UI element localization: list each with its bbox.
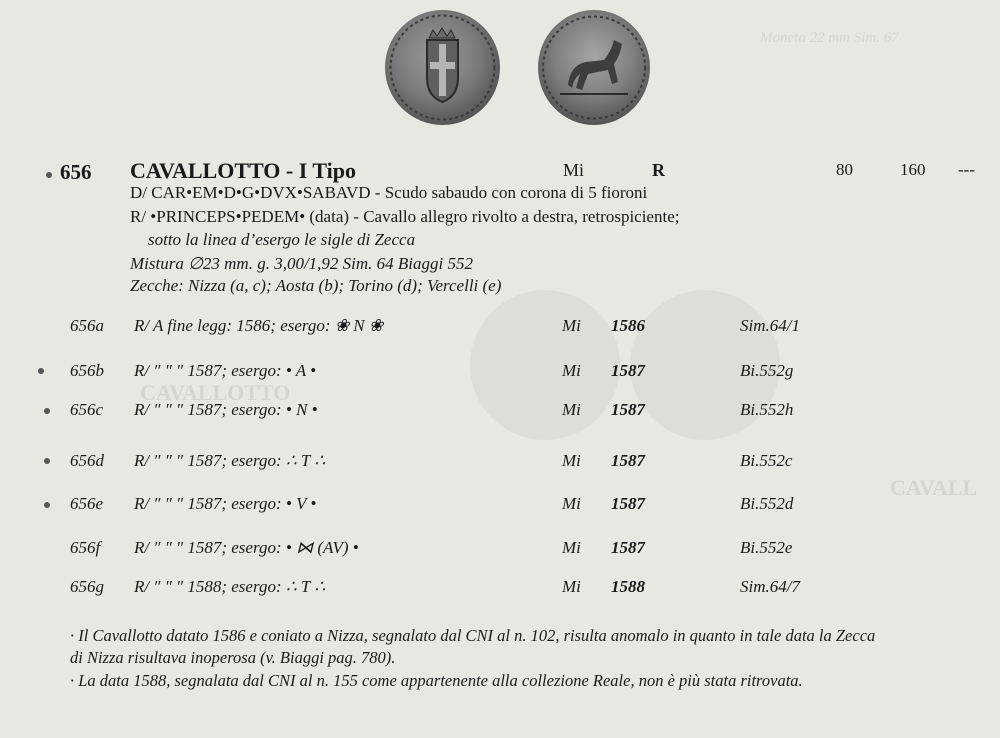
variant-metal: Mi — [562, 400, 581, 419]
variant-year: 1588 — [611, 577, 645, 596]
variant-year: 1587 — [611, 538, 645, 557]
variant-year: 1587 — [611, 451, 645, 470]
margin-mark — [38, 368, 44, 374]
entry-number: 656 — [60, 160, 92, 184]
entry-title: CAVALLOTTO - I Tipo — [130, 158, 357, 183]
variant-metal: Mi — [562, 494, 581, 513]
variant-id: 656b — [70, 361, 104, 380]
variant-year: 1587 — [611, 361, 645, 380]
entry-price-2: 160 — [900, 160, 926, 179]
entry-metal: Mi — [563, 160, 585, 180]
variant-reference: Bi.552g — [740, 361, 794, 380]
variant-metal: Mi — [562, 451, 581, 470]
variant-metal: Mi — [562, 361, 581, 380]
footnote-1: · Il Cavallotto datato 1586 e coniato a Nizza, segnalato dal CNI al n. 102, risulta anomalo in quanto in tale data la Zecca — [70, 626, 876, 645]
margin-mark — [44, 458, 50, 464]
entry-specs: Mistura ∅23 mm. g. 3,00/1,92 Sim. 64 Biaggi 552 — [130, 254, 474, 273]
entry-reverse-line-1: R/ •PRINCEPS•PEDEM• (data) - Cavallo allegro rivolto a destra, retrospiciente; — [130, 207, 680, 226]
bleed-text: CAVALLOTTO — [140, 380, 291, 405]
variant-description: R/ ″ ″ ″ 1587; esergo: ∴ T ∴ — [134, 451, 326, 470]
variant-id: 656a — [70, 316, 104, 335]
variant-description: R/ ″ ″ ″ 1587; esergo: • ⋈ (AV) • — [134, 538, 359, 557]
entry-price-3: --- — [958, 160, 975, 179]
variant-description: R/ A fine legg: 1586; esergo: ❀ N ❀ — [134, 316, 384, 335]
variant-year: 1587 — [611, 400, 645, 419]
variant-year: 1586 — [611, 316, 645, 335]
bleed-text: Moneta 22 mm Sim. 67 — [760, 30, 899, 46]
variant-reference: Sim.64/1 — [740, 316, 800, 335]
variant-reference: Bi.552h — [740, 400, 794, 419]
variant-metal: Mi — [562, 577, 581, 596]
margin-mark — [44, 408, 50, 414]
variant-id: 656d — [70, 451, 104, 470]
footnote-2: · La data 1588, segnalata dal CNI al n. 155 come appartenente alla collezione Reale, non è più stata ritrovata. — [70, 671, 803, 690]
variant-reference: Bi.552c — [740, 451, 793, 470]
variant-reference: Sim.64/7 — [740, 577, 800, 596]
entry-obverse: D/ CAR•EM•D•G•DVX•SABAVD - Scudo sabaudo con corona di 5 fioroni — [130, 183, 648, 202]
variant-id: 656f — [70, 538, 101, 557]
variant-id: 656c — [70, 400, 104, 419]
bleed-text: CAVALL — [890, 475, 978, 500]
variant-metal: Mi — [562, 316, 581, 335]
variant-id: 656g — [70, 577, 104, 596]
entry-mints: Zecche: Nizza (a, c); Aosta (b); Torino (d); Vercelli (e) — [130, 276, 502, 295]
variant-description: R/ ″ ″ ″ 1587; esergo: • V • — [134, 494, 317, 513]
margin-mark — [44, 502, 50, 508]
variant-id: 656e — [70, 494, 104, 513]
margin-mark — [46, 172, 52, 178]
footnote-1-cont: di Nizza risultava inoperosa (v. Biaggi pag. 780). — [70, 648, 396, 667]
variant-description: R/ ″ ″ ″ 1588; esergo: ∴ T ∴ — [134, 577, 326, 596]
variant-reference: Bi.552d — [740, 494, 794, 513]
variant-metal: Mi — [562, 538, 581, 557]
variant-reference: Bi.552e — [740, 538, 793, 557]
variant-year: 1587 — [611, 494, 645, 513]
entry-price-1: 80 — [836, 160, 853, 179]
coin-obverse-image — [385, 10, 500, 125]
bleed-coin-shadow — [470, 290, 620, 440]
variant-description: R/ ″ ″ ″ 1587; esergo: • N • — [134, 400, 318, 419]
entry-reverse-line-2: sotto la linea d’esergo le sigle di Zecca — [148, 230, 416, 249]
entry-rarity: R — [652, 160, 665, 180]
coin-reverse-image — [538, 10, 650, 125]
variant-description: R/ ″ ″ ″ 1587; esergo: • A • — [134, 361, 317, 380]
